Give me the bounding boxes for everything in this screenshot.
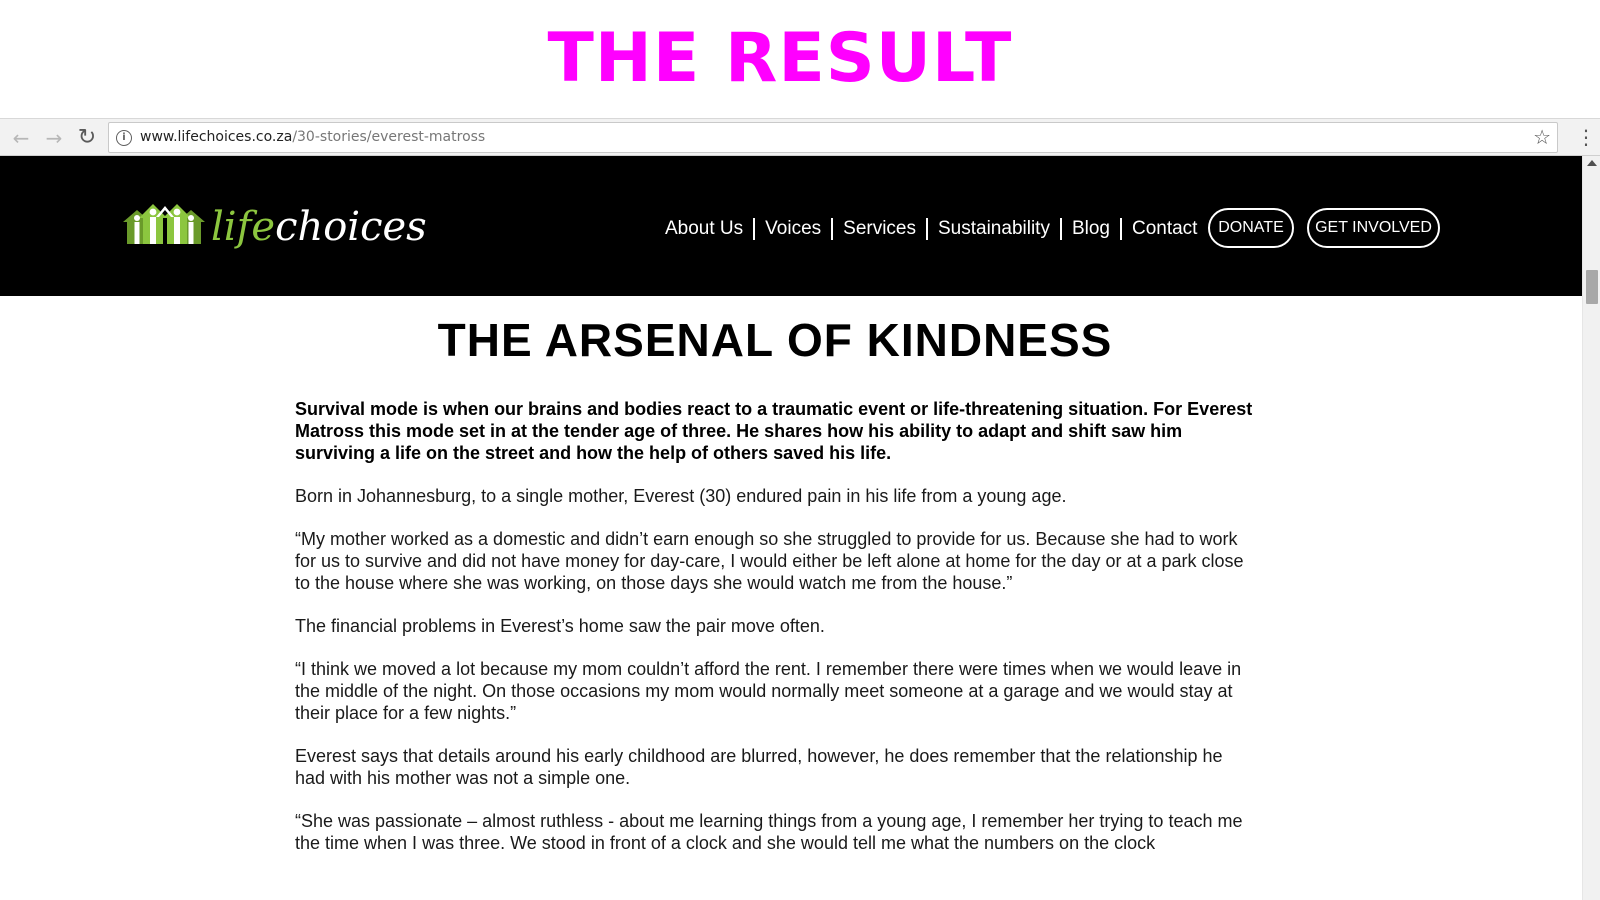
- site-header: [0, 156, 1582, 296]
- site-logo[interactable]: [123, 196, 427, 258]
- article: [295, 308, 1255, 875]
- arrow-left-icon[interactable]: ←: [12, 126, 30, 150]
- kebab-menu-icon[interactable]: ⋮: [1576, 125, 1596, 149]
- scroll-up-arrow-icon[interactable]: [1587, 160, 1597, 166]
- article-paragraph: Everest says that details around his early childhood are blurred, however, he does remember that the relationship he had with his mother was not a simple one.: [295, 746, 1223, 788]
- logo-word-choices: choices: [275, 204, 427, 250]
- nav-voices[interactable]: Voices: [755, 218, 833, 240]
- url-text[interactable]: [140, 123, 485, 152]
- url-host: www.lifechoices.co.za: [140, 129, 293, 145]
- nav-blog[interactable]: Blog: [1062, 218, 1122, 240]
- browser-toolbar: [0, 118, 1600, 156]
- caption-title: THE RESULT: [547, 19, 1013, 98]
- nav-contact[interactable]: Contact: [1131, 218, 1198, 239]
- star-icon[interactable]: ☆: [1533, 125, 1551, 149]
- reload-icon[interactable]: ↻: [77, 125, 97, 150]
- arrow-right-icon[interactable]: →: [45, 126, 63, 150]
- article-title: THE ARSENAL OF KINDNESS: [437, 314, 1113, 366]
- article-paragraph: The financial problems in Everest’s home saw the pair move often.: [295, 616, 825, 636]
- main-nav: [665, 214, 1207, 244]
- article-paragraph: “She was passionate – almost ruthless - about me learning things from a young age, I remember her trying to teach me the time when I was three. We stood in front of a clock and she would tell me what the numbers on the clock: [295, 811, 1243, 853]
- logo-word-life: life: [211, 204, 276, 250]
- article-paragraph: “My mother worked as a domestic and didn’t earn enough so she struggled to provide for us. Because she had to work for us to survive and did not have money for day-care, I would either be left alone at home for the day or at a park close to the house where she was working, on those days she would watch me from the house.”: [295, 529, 1244, 593]
- nav-services[interactable]: Services: [833, 218, 928, 240]
- article-paragraph: “I think we moved a lot because my mom couldn’t afford the rent. I remember there were times when we would leave in the middle of the night. On those occasions my mom would normally meet someone at a garage and we would stay at their place for a few nights.”: [295, 659, 1242, 723]
- logo-wordmark: [211, 196, 427, 258]
- nav-about-us[interactable]: About Us: [665, 218, 755, 240]
- caption-banner: [0, 0, 1600, 118]
- people-logo-icon: [123, 200, 207, 252]
- donate-button[interactable]: DONATE: [1208, 208, 1294, 248]
- page-scrollbar[interactable]: [1582, 156, 1600, 900]
- info-icon[interactable]: i: [116, 130, 132, 146]
- url-path: /30-stories/everest-matross: [292, 129, 486, 145]
- scrollbar-thumb[interactable]: [1586, 270, 1598, 304]
- article-lead: Survival mode is when our brains and bodies react to a traumatic event or life-threatening situation. For Everest Matross this mode set in at the tender age of three. He shares how his ability to adapt and shift saw him surviving a life on the street and how the help of others saved his life.: [295, 399, 1253, 463]
- page-viewport: [0, 156, 1600, 900]
- address-bar[interactable]: [108, 122, 1558, 153]
- nav-sustainability[interactable]: Sustainability: [928, 218, 1062, 240]
- get-involved-button[interactable]: GET INVOLVED: [1307, 208, 1440, 248]
- article-paragraph: Born in Johannesburg, to a single mother, Everest (30) endured pain in his life from a young age.: [295, 486, 1067, 506]
